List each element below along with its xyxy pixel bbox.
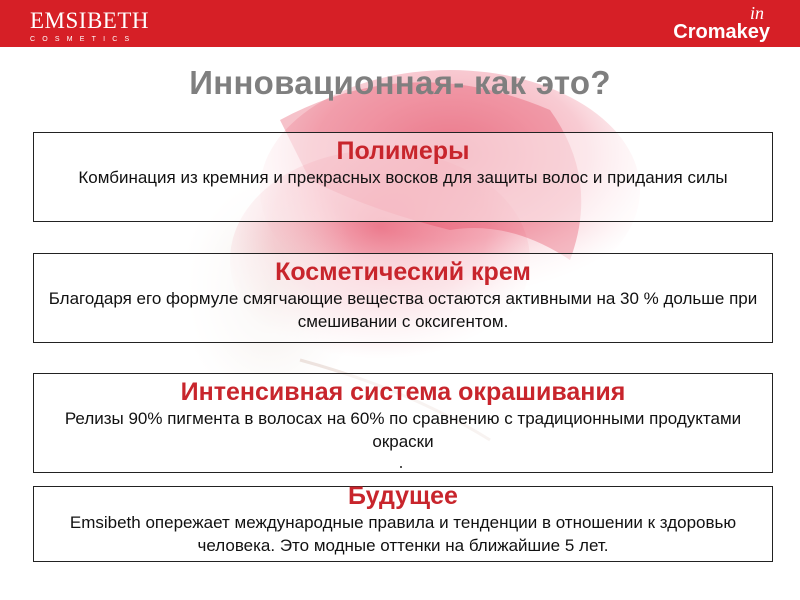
section-heading: Будущее [348,482,458,510]
section-heading: Косметический крем [275,258,531,286]
section-heading: Интенсивная система окрашивания [180,378,626,406]
section-body: Комбинация из кремния и прекрасных восков для защиты волос и придания силы [78,168,728,187]
cromakey-logo [673,5,770,43]
section-body: Благодаря его формуле смягчающие вещества остаются активными на 30 % дольше при смешивании с оксигентом. [48,289,758,331]
section-polymers [33,132,773,222]
logo-brand-text: EMSIBETH [30,8,149,33]
page-title: Инновационная- как это? [189,64,611,101]
stray-dot [400,466,402,468]
section-heading: Полимеры [336,137,470,165]
section-future [33,482,773,562]
section-cosmetic-cream [33,253,773,343]
header-bar [0,0,800,47]
logo-cromakey-text: Cromakey [673,21,770,43]
section-body: Emsibeth опережает международные правила и тенденции в отношении к здоровью человека. Это модные оттенки на ближайшие 5 лет. [69,513,737,555]
emsibeth-logo [30,9,149,44]
section-body: Релизы 90% пигмента в волосах на 60% по сравнению с традиционными продуктами окраски [64,409,742,451]
section-coloring-system [33,373,773,473]
logo-in-text: in [749,3,764,23]
logo-sub-text: COSMETICS [30,36,137,43]
